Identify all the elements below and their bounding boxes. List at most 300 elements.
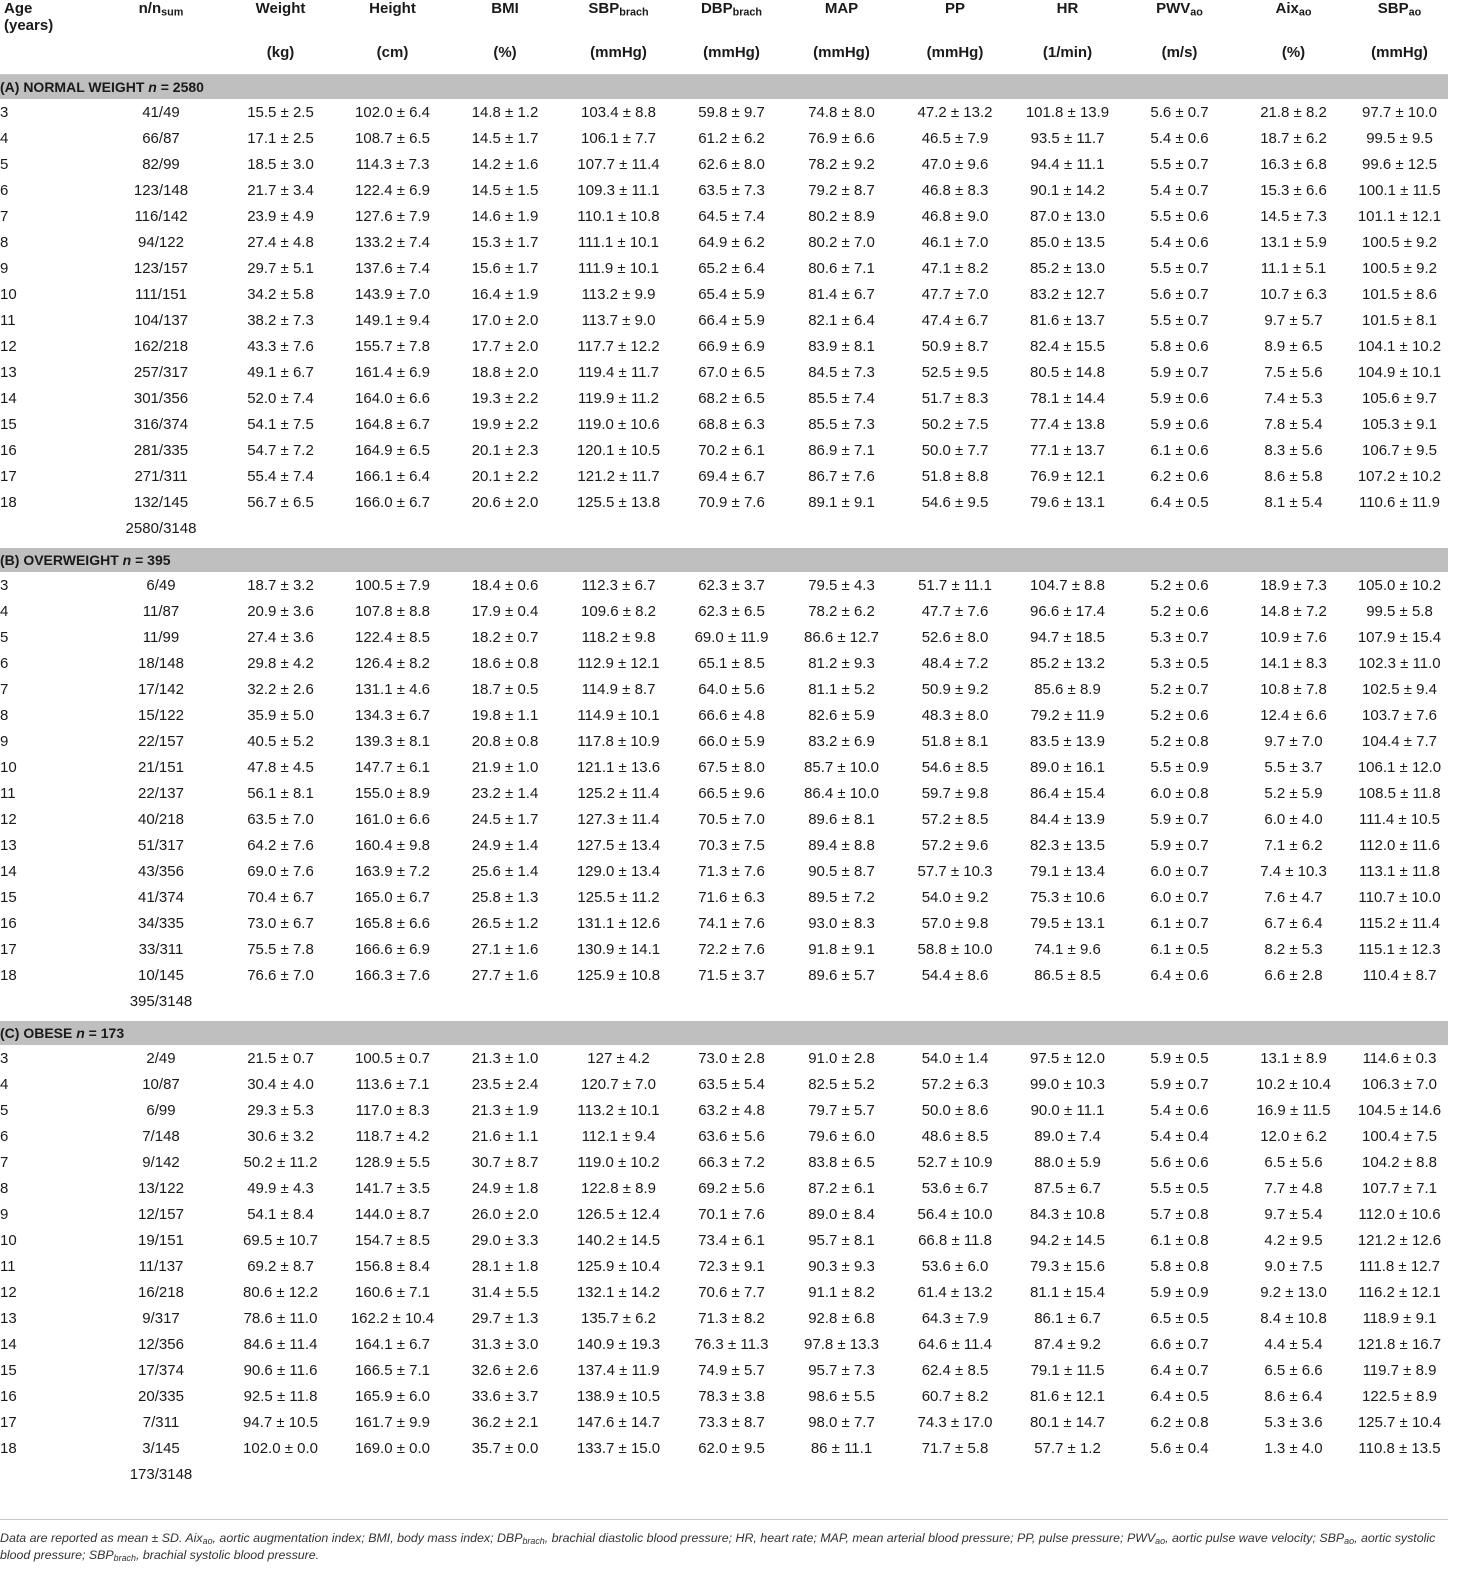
table-cell: 107.8 ± 8.8: [355, 602, 430, 620]
section-total: 173/3148: [129, 1465, 193, 1483]
table-cell: 129.0 ± 13.4: [576, 862, 661, 880]
table-cell: 70.9 ± 7.6: [698, 493, 765, 511]
table-cell: 135.7 ± 6.2: [581, 1309, 656, 1327]
table-cell: 84.6 ± 11.4: [243, 1335, 318, 1353]
table-cell: 79.2 ± 11.9: [1030, 706, 1105, 724]
table-cell: 47.1 ± 8.2: [921, 259, 989, 277]
table-cell: 74.3 ± 17.0: [917, 1413, 993, 1431]
empty-cell: [0, 1461, 95, 1487]
table-cell: 24.9 ± 1.4: [471, 836, 539, 854]
table-cell: 5.5 ± 0.7: [1150, 259, 1209, 277]
table-cell: 60.7 ± 8.2: [921, 1387, 989, 1405]
table-cell: 61.2 ± 6.2: [698, 129, 765, 147]
table-cell: 9.2 ± 13.0: [1260, 1283, 1327, 1301]
table-cell: 113.1 ± 11.8: [1358, 862, 1441, 880]
table-cell: 21/151: [138, 758, 184, 776]
table-cell: 73.4 ± 6.1: [698, 1231, 765, 1249]
table-cell: 55.4 ± 7.4: [247, 467, 314, 485]
table-cell: 82/99: [142, 155, 180, 173]
table-cell: 81.1 ± 5.2: [808, 680, 875, 698]
table-cell: 83.5 ± 13.9: [1030, 732, 1105, 750]
table-cell: 53.6 ± 6.7: [921, 1179, 989, 1197]
table-cell: 85.2 ± 13.2: [1030, 654, 1105, 672]
table-cell: 58.8 ± 10.0: [917, 940, 993, 958]
table-row: [0, 411, 1448, 437]
table-cell: 70.6 ± 7.7: [698, 1283, 765, 1301]
table-cell: 5.2 ± 0.6: [1150, 602, 1209, 620]
table-cell: 126.5 ± 12.4: [576, 1205, 661, 1223]
table-cell: 14.8 ± 1.2: [471, 103, 539, 121]
table-cell: 102.5 ± 9.4: [1362, 680, 1437, 698]
table-cell: 66.9 ± 6.9: [698, 337, 765, 355]
table-cell: 113.6 ± 7.1: [355, 1075, 430, 1093]
table-cell: 115.1 ± 12.3: [1358, 940, 1441, 958]
table-cell: 47.2 ± 13.2: [917, 103, 993, 121]
table-row: [0, 1175, 1448, 1201]
table-cell: 41/49: [142, 103, 180, 121]
table-cell: 19.3 ± 2.2: [471, 389, 539, 407]
table-cell: 17/142: [138, 680, 184, 698]
age-cell: 9: [0, 259, 9, 277]
table-cell: 12.4 ± 6.6: [1260, 706, 1327, 724]
column-header: [451, 0, 559, 44]
age-cell: 7: [0, 680, 9, 698]
table-cell: 104.1 ± 10.2: [1357, 337, 1442, 355]
column-header-subscript: brach: [732, 6, 763, 19]
table-cell: 25.8 ± 1.3: [471, 888, 539, 906]
table-cell: 119.9 ± 11.2: [577, 389, 660, 407]
table-cell: 69.2 ± 8.7: [247, 1257, 314, 1275]
table-cell: 32.6 ± 2.6: [471, 1361, 539, 1379]
table-cell: 62.0 ± 9.5: [698, 1439, 765, 1457]
table-cell: 9/317: [142, 1309, 180, 1327]
table-cell: 106.1 ± 7.7: [581, 129, 656, 147]
table-cell: 52.7 ± 10.9: [917, 1153, 993, 1171]
table-cell: 4.4 ± 5.4: [1264, 1335, 1323, 1353]
column-header-label: DBP: [700, 0, 733, 17]
table-cell: 147.7 ± 6.1: [355, 758, 430, 776]
table-cell: 22/137: [138, 784, 184, 802]
table-cell: 66.4 ± 5.9: [698, 311, 765, 329]
table-cell: 43.3 ± 7.6: [247, 337, 314, 355]
table-cell: 12/157: [138, 1205, 184, 1223]
table-cell: 89.5 ± 7.2: [808, 888, 875, 906]
column-header-label: PP: [944, 0, 965, 17]
table-cell: 131.1 ± 4.6: [355, 680, 430, 698]
table-cell: 6.1 ± 0.5: [1150, 940, 1209, 958]
table-cell: 21.3 ± 1.0: [471, 1049, 539, 1067]
table-cell: 47.7 ± 7.0: [921, 285, 989, 303]
footnote-subscript: brach: [522, 1536, 545, 1547]
table-cell: 92.8 ± 6.8: [808, 1309, 875, 1327]
table-cell: 57.7 ± 1.2: [1034, 1439, 1101, 1457]
table-cell: 6.0 ± 0.7: [1150, 888, 1209, 906]
table-cell: 109.3 ± 11.1: [577, 181, 660, 199]
table-cell: 164.0 ± 6.6: [355, 389, 430, 407]
table-cell: 96.6 ± 17.4: [1030, 602, 1105, 620]
table-cell: 86.7 ± 7.6: [808, 467, 875, 485]
table-cell: 114.3 ± 7.3: [355, 155, 430, 173]
table-cell: 140.9 ± 19.3: [576, 1335, 661, 1353]
table-row: [0, 1331, 1448, 1357]
table-cell: 89.6 ± 5.7: [808, 966, 875, 984]
table-cell: 50.0 ± 8.6: [921, 1101, 989, 1119]
table-row: [0, 1149, 1448, 1175]
table-cell: 52.5 ± 9.5: [921, 363, 989, 381]
table-cell: 65.4 ± 5.9: [698, 285, 765, 303]
table-cell: 165.0 ± 6.7: [355, 888, 430, 906]
table-cell: 29.7 ± 1.3: [471, 1309, 539, 1327]
table-cell: 100.1 ± 11.5: [1358, 181, 1441, 199]
table-cell: 54.6 ± 9.5: [921, 493, 989, 511]
table-cell: 82.1 ± 6.4: [808, 311, 875, 329]
table-cell: 127.6 ± 7.9: [355, 207, 430, 225]
empty-cell: [227, 988, 1448, 1014]
column-header-label: MAP: [824, 0, 859, 17]
table-cell: 9.7 ± 7.0: [1264, 732, 1323, 750]
table-cell: 111.9 ± 10.1: [577, 259, 660, 277]
table-cell: 73.0 ± 6.7: [247, 914, 314, 932]
column-header: [227, 0, 334, 44]
age-cell: 16: [0, 1387, 17, 1405]
table-cell: 5.5 ± 3.7: [1264, 758, 1323, 776]
table-row: [0, 1279, 1448, 1305]
table-cell: 17.1 ± 2.5: [247, 129, 314, 147]
table-cell: 71.3 ± 8.2: [698, 1309, 765, 1327]
table-cell: 22/157: [138, 732, 184, 750]
table-cell: 51.8 ± 8.1: [921, 732, 989, 750]
unit-label: (m/s): [1161, 44, 1198, 61]
section-gap: [0, 1014, 1448, 1021]
table-cell: 40.5 ± 5.2: [247, 732, 314, 750]
table-cell: 7.1 ± 6.2: [1264, 836, 1323, 854]
table-cell: 18.7 ± 0.5: [471, 680, 539, 698]
table-body: [0, 75, 1448, 1488]
table-cell: 111.8 ± 12.7: [1358, 1257, 1441, 1275]
footnote-text: , brachial diastolic blood pressure; HR, heart rate; MAP, mean arterial blood pressure; PP, pulse pressure; PWV: [544, 1531, 1156, 1545]
table-cell: 70.1 ± 7.6: [698, 1205, 765, 1223]
table-cell: 81.2 ± 9.3: [808, 654, 875, 672]
table-cell: 111.1 ± 10.1: [577, 233, 660, 251]
column-header-subscript: ao: [1408, 6, 1422, 19]
table-cell: 50.0 ± 7.7: [921, 441, 989, 459]
footnote-subscript: ao: [1344, 1536, 1355, 1547]
table-cell: 7.8 ± 5.4: [1264, 415, 1323, 433]
table-cell: 110.1 ± 10.8: [577, 207, 660, 225]
table-cell: 5.4 ± 0.6: [1150, 233, 1209, 251]
table-cell: 87.0 ± 13.0: [1030, 207, 1105, 225]
table-cell: 82.5 ± 5.2: [808, 1075, 875, 1093]
table-cell: 143.9 ± 7.0: [355, 285, 430, 303]
table-cell: 93.5 ± 11.7: [1030, 129, 1105, 147]
table-cell: 59.7 ± 9.8: [921, 784, 989, 802]
table-cell: 23.2 ± 1.4: [471, 784, 539, 802]
table-cell: 104.4 ± 7.7: [1362, 732, 1437, 750]
table-cell: 20.8 ± 0.8: [471, 732, 539, 750]
table-cell: 6/49: [146, 576, 176, 594]
table-cell: 62.3 ± 6.5: [698, 602, 765, 620]
table-row: [0, 572, 1448, 598]
table-cell: 68.8 ± 6.3: [698, 415, 765, 433]
age-cell: 17: [0, 467, 17, 485]
table-cell: 85.2 ± 13.0: [1030, 259, 1105, 277]
table-cell: 94.7 ± 18.5: [1030, 628, 1105, 646]
table-cell: 65.1 ± 8.5: [698, 654, 765, 672]
table-cell: 10.9 ± 7.6: [1260, 628, 1327, 646]
table-cell: 5.2 ± 5.9: [1264, 784, 1323, 802]
table-cell: 134.3 ± 6.7: [355, 706, 430, 724]
table-cell: 43/356: [138, 862, 184, 880]
age-cell: 5: [0, 155, 9, 173]
table-cell: 54.1 ± 8.4: [247, 1205, 314, 1223]
table-cell: 138.9 ± 10.5: [576, 1387, 661, 1405]
table-cell: 31.3 ± 3.0: [471, 1335, 539, 1353]
table-cell: 104/137: [133, 311, 189, 329]
table-cell: 80.6 ± 12.2: [243, 1283, 318, 1301]
table-cell: 140.2 ± 14.5: [576, 1231, 661, 1249]
column-header-subscript: ao: [1298, 6, 1312, 19]
table-cell: 154.7 ± 8.5: [355, 1231, 430, 1249]
table-cell: 62.4 ± 8.5: [921, 1361, 989, 1379]
table-cell: 14.5 ± 1.5: [471, 181, 539, 199]
table-cell: 16.4 ± 1.9: [471, 285, 539, 303]
table-row: [0, 281, 1448, 307]
table-cell: 127.3 ± 11.4: [577, 810, 660, 828]
table-cell: 78.3 ± 3.8: [698, 1387, 765, 1405]
footnote-text: Data are reported as mean ± SD. Aix: [0, 1531, 203, 1545]
section-total-row: [0, 988, 1448, 1014]
table-cell: 54.4 ± 8.6: [921, 966, 989, 984]
table-row: [0, 1383, 1448, 1409]
table-cell: 5.4 ± 0.4: [1150, 1127, 1209, 1145]
table-row: [0, 203, 1448, 229]
table-cell: 6.1 ± 0.7: [1150, 914, 1209, 932]
age-cell: 14: [0, 389, 17, 407]
table-cell: 70.5 ± 7.0: [698, 810, 765, 828]
table-cell: 30.4 ± 4.0: [247, 1075, 314, 1093]
table-cell: 17.7 ± 2.0: [471, 337, 539, 355]
table-cell: 101.1 ± 12.1: [1357, 207, 1442, 225]
table-cell: 169.0 ± 0.0: [355, 1439, 430, 1457]
age-cell: 13: [0, 836, 17, 854]
table-cell: 102.3 ± 11.0: [1358, 654, 1441, 672]
table-cell: 104.5 ± 14.6: [1357, 1101, 1442, 1119]
table-cell: 102.0 ± 0.0: [243, 1439, 318, 1457]
table-cell: 15.3 ± 1.7: [471, 233, 539, 251]
age-cell: 11: [0, 1257, 16, 1275]
age-cell: 5: [0, 1101, 9, 1119]
age-cell: 10: [0, 285, 17, 303]
age-cell: 5: [0, 628, 9, 646]
table-cell: 50.2 ± 7.5: [921, 415, 989, 433]
table-cell: 112.0 ± 10.6: [1358, 1205, 1441, 1223]
table-cell: 5.3 ± 0.5: [1150, 654, 1209, 672]
table-cell: 14.6 ± 1.9: [471, 207, 539, 225]
table-cell: 24.5 ± 1.7: [471, 810, 539, 828]
table-cell: 115.2 ± 11.4: [1358, 914, 1441, 932]
table-cell: 34/335: [138, 914, 184, 932]
table-cell: 40/218: [138, 810, 184, 828]
table-cell: 5.5 ± 0.6: [1150, 207, 1209, 225]
table-cell: 103.4 ± 8.8: [581, 103, 656, 121]
table-cell: 7.4 ± 10.3: [1260, 862, 1327, 880]
table-cell: 66.0 ± 5.9: [698, 732, 765, 750]
table-cell: 14.5 ± 1.7: [471, 129, 539, 147]
column-header-label: Age (years): [4, 0, 54, 34]
table-cell: 66.5 ± 9.6: [698, 784, 765, 802]
column-header-label: n/n: [138, 0, 162, 17]
table-cell: 89.1 ± 9.1: [808, 493, 875, 511]
table-cell: 100.5 ± 7.9: [355, 576, 430, 594]
table-row: [0, 1201, 1448, 1227]
table-cell: 11.1 ± 5.1: [1260, 259, 1327, 277]
section-title-prefix: (A) NORMAL WEIGHT: [0, 79, 149, 95]
table-cell: 104.7 ± 8.8: [1030, 576, 1105, 594]
table-cell: 56.1 ± 8.1: [247, 784, 314, 802]
table-cell: 21.5 ± 0.7: [247, 1049, 314, 1067]
table-row: [0, 1435, 1448, 1461]
table-cell: 64.6 ± 11.4: [918, 1335, 992, 1353]
table-cell: 102.0 ± 6.4: [355, 103, 430, 121]
table-cell: 38.2 ± 7.3: [247, 311, 314, 329]
column-header-subscript: ao: [1190, 6, 1203, 19]
table-cell: 91.8 ± 9.1: [808, 940, 875, 958]
table-cell: 8.3 ± 5.6: [1264, 441, 1323, 459]
section-header-row: [0, 1021, 1448, 1045]
table-row: [0, 255, 1448, 281]
unit-label: (mmHg): [813, 44, 870, 61]
table-cell: 118.7 ± 4.2: [355, 1127, 430, 1145]
table-cell: 79.6 ± 6.0: [808, 1127, 875, 1145]
table-cell: 119.0 ± 10.6: [577, 415, 660, 433]
table-cell: 15/122: [138, 706, 184, 724]
table-cell: 162/218: [133, 337, 189, 355]
table-cell: 33/311: [138, 940, 184, 958]
table-cell: 164.8 ± 6.7: [355, 415, 430, 433]
table-cell: 113.2 ± 10.1: [577, 1101, 660, 1119]
table-cell: 120.1 ± 10.5: [576, 441, 661, 459]
table-cell: 155.0 ± 8.9: [355, 784, 430, 802]
table-cell: 57.0 ± 9.8: [921, 914, 989, 932]
age-cell: 12: [0, 337, 17, 355]
table-cell: 30.6 ± 3.2: [247, 1127, 314, 1145]
table-cell: 69.2 ± 5.6: [698, 1179, 765, 1197]
age-cell: 12: [0, 810, 17, 828]
table-cell: 5.9 ± 0.7: [1150, 363, 1209, 381]
age-cell: 16: [0, 914, 17, 932]
table-cell: 88.0 ± 5.9: [1034, 1153, 1101, 1171]
table-cell: 86.1 ± 6.7: [1034, 1309, 1101, 1327]
table-cell: 79.1 ± 11.5: [1030, 1361, 1105, 1379]
table-cell: 17.9 ± 0.4: [471, 602, 539, 620]
table-row: [0, 489, 1448, 515]
table-cell: 71.6 ± 6.3: [698, 888, 765, 906]
table-cell: 36.2 ± 2.1: [471, 1413, 539, 1431]
table-cell: 15.5 ± 2.5: [247, 103, 314, 121]
unit-label: (%): [493, 44, 517, 61]
table-cell: 63.5 ± 5.4: [698, 1075, 765, 1093]
table-row: [0, 702, 1448, 728]
table-cell: 106.3 ± 7.0: [1362, 1075, 1437, 1093]
table-cell: 1.3 ± 4.0: [1264, 1439, 1323, 1457]
table-cell: 14.5 ± 7.3: [1260, 207, 1327, 225]
age-cell: 17: [0, 940, 17, 958]
table-cell: 105.0 ± 10.2: [1357, 576, 1442, 594]
column-header: [1012, 0, 1123, 44]
unit-label: (kg): [266, 44, 295, 61]
table-row: [0, 1357, 1448, 1383]
table-cell: 15.6 ± 1.7: [471, 259, 539, 277]
table-cell: 6.7 ± 6.4: [1264, 914, 1323, 932]
table-cell: 29.3 ± 5.3: [247, 1101, 314, 1119]
unit-label: (%): [1281, 44, 1306, 61]
table-cell: 19.9 ± 2.2: [471, 415, 539, 433]
age-cell: 15: [0, 888, 17, 906]
table-cell: 5.9 ± 0.9: [1150, 1283, 1209, 1301]
table-cell: 89.0 ± 16.1: [1030, 758, 1105, 776]
table-cell: 8.6 ± 6.4: [1264, 1387, 1323, 1405]
footnote-subscript: ao: [1155, 1536, 1166, 1547]
table-cell: 82.3 ± 13.5: [1030, 836, 1105, 854]
table-row: [0, 177, 1448, 203]
age-cell: 8: [0, 1179, 9, 1197]
table-cell: 281/335: [133, 441, 189, 459]
table-cell: 85.0 ± 13.5: [1030, 233, 1105, 251]
table-cell: 123/148: [133, 181, 189, 199]
empty-cell: [0, 988, 95, 1014]
unit-label: (1/min): [1042, 44, 1093, 61]
table-cell: 48.4 ± 7.2: [921, 654, 989, 672]
table-cell: 5.5 ± 0.7: [1150, 311, 1209, 329]
column-header-label: Aix: [1275, 0, 1299, 17]
table-cell: 21.8 ± 8.2: [1260, 103, 1327, 121]
table-cell: 86.9 ± 7.1: [808, 441, 875, 459]
column-header: [1351, 0, 1448, 44]
table-cell: 86.4 ± 10.0: [804, 784, 879, 802]
table-cell: 6.1 ± 0.6: [1150, 441, 1209, 459]
table-cell: 66.8 ± 11.8: [918, 1231, 992, 1249]
table-cell: 10.2 ± 10.4: [1256, 1075, 1331, 1093]
table-cell: 125.9 ± 10.8: [576, 966, 661, 984]
table-cell: 99.6 ± 12.5: [1362, 155, 1437, 173]
table-cell: 35.9 ± 5.0: [247, 706, 314, 724]
age-cell: 4: [0, 129, 9, 147]
column-header-label: PWV: [1156, 0, 1191, 17]
table-cell: 64.5 ± 7.4: [698, 207, 765, 225]
table-cell: 101.8 ± 13.9: [1025, 103, 1110, 121]
table-cell: 163.9 ± 7.2: [355, 862, 430, 880]
table-cell: 5.4 ± 0.6: [1150, 1101, 1209, 1119]
table-cell: 106.1 ± 12.0: [1357, 758, 1442, 776]
table-row: [0, 598, 1448, 624]
table-cell: 8.6 ± 5.8: [1264, 467, 1323, 485]
table-cell: 164.1 ± 6.7: [355, 1335, 430, 1353]
table-cell: 51.8 ± 8.8: [921, 467, 989, 485]
table-cell: 17.0 ± 2.0: [471, 311, 539, 329]
table-cell: 127 ± 4.2: [587, 1049, 650, 1067]
table-cell: 81.4 ± 6.7: [808, 285, 875, 303]
table-cell: 16.3 ± 6.8: [1260, 155, 1327, 173]
table-cell: 53.6 ± 6.0: [921, 1257, 989, 1275]
table-cell: 90.0 ± 11.1: [1030, 1101, 1105, 1119]
table-cell: 21.3 ± 1.9: [471, 1101, 539, 1119]
age-cell: 17: [0, 1413, 17, 1431]
table-cell: 112.1 ± 9.4: [581, 1127, 656, 1145]
table-cell: 123/157: [133, 259, 189, 277]
column-header-label: SBP: [1377, 0, 1409, 17]
table-cell: 54.0 ± 9.2: [921, 888, 989, 906]
table-cell: 125.9 ± 10.4: [576, 1257, 661, 1275]
